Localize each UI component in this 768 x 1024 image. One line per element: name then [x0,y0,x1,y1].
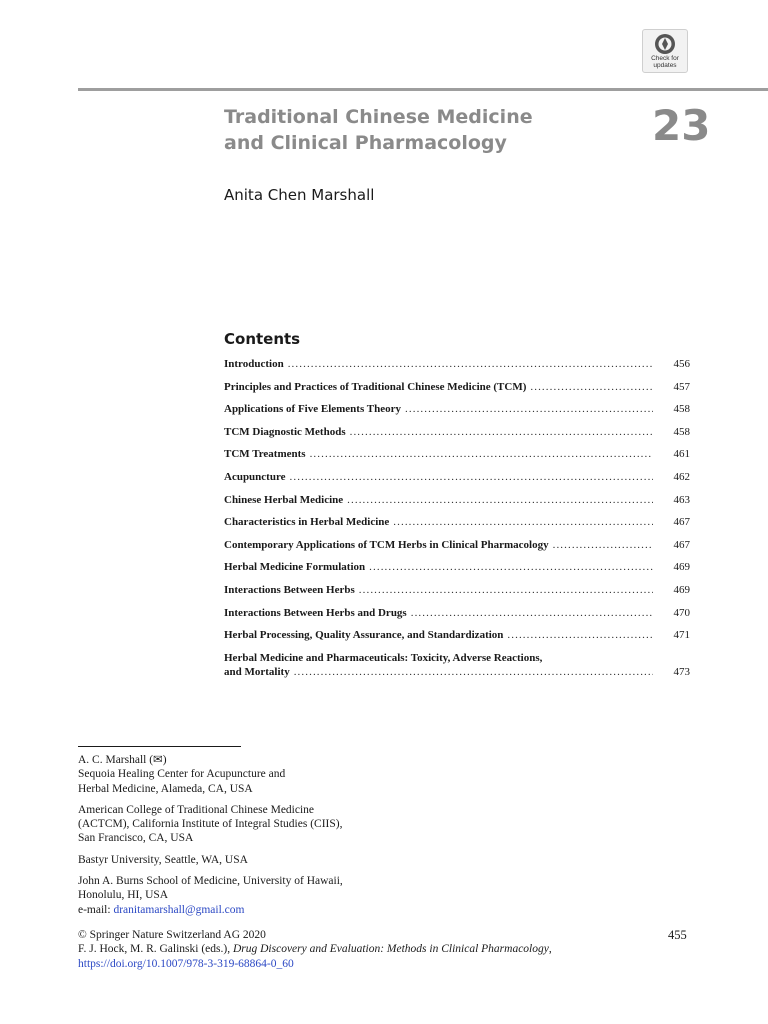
toc-entry[interactable] [224,357,690,380]
toc-entry[interactable] [224,515,690,538]
toc-entry-page: 467 [673,538,690,551]
toc-entry-page: 463 [673,493,690,506]
toc-leader [288,357,653,372]
footnote-rule [78,746,241,747]
contents-heading: Contents [224,330,301,348]
toc-entry[interactable] [224,628,690,651]
copyright-line: © Springer Nature Switzerland AG 2020 [78,929,266,941]
toc-entry-title: Chinese Herbal Medicine [224,493,344,506]
toc-entry-page: 469 [673,583,690,596]
badge-label-line1: Check for [651,55,679,62]
doi-link[interactable]: https://doi.org/10.1007/978-3-319-68864-0_60 [78,957,294,970]
citation-editors: F. J. Hock, M. R. Galinski (eds.), [78,943,233,956]
toc-entry[interactable] [224,560,690,583]
toc-entry[interactable] [224,493,690,516]
affiliation-4-line2: Honolulu, HI, USA [78,889,169,902]
author-affiliations [78,753,498,924]
toc-entry-page: 462 [673,470,690,483]
toc-entry-title-line2: and Mortality [224,665,290,678]
toc-entry[interactable] [224,402,690,425]
toc-entry-title-line1: Herbal Medicine and Pharmaceuticals: Toxicity, Adverse Reactions, [224,651,543,664]
toc-entry-title: Applications of Five Elements Theory [224,403,402,416]
toc-leader [350,425,653,440]
affiliation-4-line1: John A. Burns School of Medicine, University of Hawaii, [78,875,343,888]
toc-entry[interactable] [224,606,690,629]
table-of-contents [224,357,690,679]
toc-entry-page: 457 [673,380,690,393]
email-label: e-mail: [78,903,114,916]
toc-entry-page: 473 [673,665,690,678]
toc-leader [553,538,653,553]
toc-entry-title: Principles and Practices of Traditional Chinese Medicine (TCM) [224,380,527,393]
toc-entry-title: Contemporary Applications of TCM Herbs in Clinical Pharmacology [224,538,549,551]
toc-leader [405,402,653,417]
toc-entry-page: 458 [673,425,690,438]
toc-entry-title: Interactions Between Herbs and Drugs [224,606,407,619]
email-link[interactable]: dranitamarshall@gmail.com [113,903,245,916]
toc-entry-page: 469 [673,561,690,574]
toc-entry-page: 470 [673,606,690,619]
toc-entry[interactable] [224,380,690,403]
toc-leader [507,628,653,643]
toc-entry-page: 458 [673,403,690,416]
affiliation-2-line3: San Francisco, CA, USA [78,832,194,845]
affiliation-1-line2: Herbal Medicine, Alameda, CA, USA [78,782,253,795]
toc-leader [530,380,653,395]
toc-entry-page: 456 [673,358,690,370]
badge-label-line2: updates [653,62,677,69]
toc-entry-title: Herbal Processing, Quality Assurance, and Standardization [224,629,504,642]
toc-entry[interactable] [224,470,690,493]
toc-leader [294,665,653,679]
toc-entry[interactable] [224,651,690,679]
toc-entry-title: TCM Treatments [224,448,306,461]
toc-leader [369,560,653,575]
toc-leader [347,493,653,508]
toc-entry[interactable] [224,583,690,606]
affiliation-1-line1: Sequoia Healing Center for Acupuncture and [78,768,286,781]
toc-leader [393,515,653,530]
page-number: 455 [668,928,687,942]
toc-entry-page: 471 [673,629,690,642]
toc-entry-title: Acupuncture [224,470,286,483]
citation-line [78,942,698,956]
toc-entry-title: TCM Diagnostic Methods [224,425,346,438]
chapter-number: 23 [652,101,711,150]
check-for-updates-icon [654,33,676,55]
toc-leader [359,583,653,598]
toc-entry[interactable] [224,538,690,561]
chapter-title [224,104,624,156]
citation-suffix: , [548,943,552,956]
toc-leader [290,470,653,485]
toc-entry[interactable] [224,447,690,470]
toc-leader [411,606,653,621]
chapter-title-line1: Traditional Chinese Medicine [224,106,533,128]
toc-entry-title: Characteristics in Herbal Medicine [224,516,390,529]
toc-entry-title: Introduction [224,358,284,370]
affiliation-author: A. C. Marshall (✉) [78,754,167,766]
toc-entry[interactable] [224,425,690,448]
toc-entry-page: 467 [673,516,690,529]
affiliation-3: Bastyr University, Seattle, WA, USA [78,853,248,866]
chapter-title-line2: and Clinical Pharmacology [224,132,507,154]
copyright-block [78,928,698,971]
toc-entry-title: Herbal Medicine Formulation [224,561,366,574]
toc-leader [310,447,653,462]
header-rule [78,88,768,91]
book-title: Drug Discovery and Evaluation: Methods in Clinical Pharmacology [232,943,549,956]
affiliation-2-line1: American College of Traditional Chinese Medicine [78,803,315,816]
toc-entry-title: Interactions Between Herbs [224,583,355,596]
toc-entry-page: 461 [673,448,690,461]
affiliation-2-line2: (ACTCM), California Institute of Integral Studies (CIIS), [78,818,343,831]
author-name: Anita Chen Marshall [224,186,375,204]
check-for-updates-badge[interactable] [642,29,688,73]
